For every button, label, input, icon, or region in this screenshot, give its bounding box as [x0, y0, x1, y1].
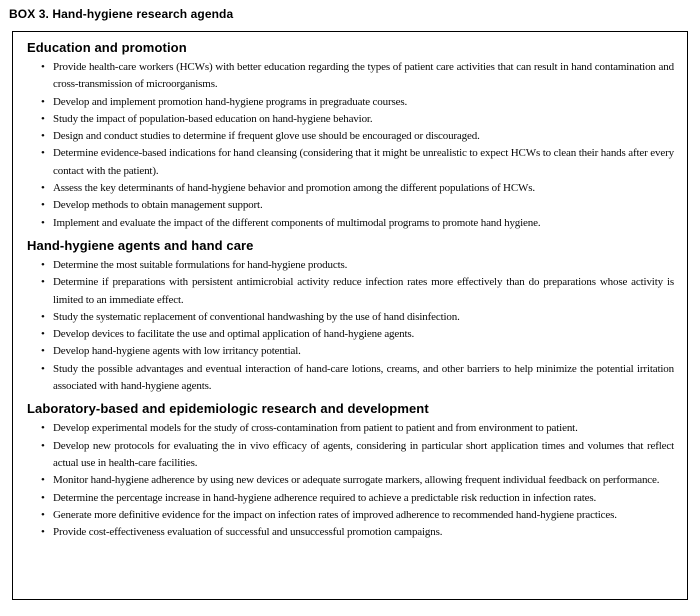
bullet-item: [27, 524, 674, 541]
bullet-icon: •: [41, 130, 45, 143]
bullet-text: Determine evidence-based indications for hand cleansing (considering that it might be unrealistic to expect HCWs to clean their hands after every contact with the patient).: [53, 147, 674, 177]
bullet-item: [27, 309, 674, 326]
bullet-text: Develop experimental models for the study of cross-contamination from patient to patient and from environment to patient.: [53, 422, 578, 435]
bullet-text: Provide health-care workers (HCWs) with better education regarding the types of patient care activities that can result in hand contamination and cross-transmission of microorganisms.: [53, 61, 674, 91]
bullet-item: [27, 59, 674, 94]
section-heading: Laboratory-based and epidemiologic research and development: [27, 401, 429, 417]
bullet-text: Study the systematic replacement of conventional handwashing by the use of hand disinfection.: [53, 310, 460, 323]
bullet-icon: •: [41, 362, 45, 375]
bullet-list: [27, 257, 674, 395]
bullet-text: Determine the percentage increase in hand-hygiene adherence required to achieve a predictable risk reduction in infection rates.: [53, 491, 597, 504]
bullet-list: [27, 59, 674, 232]
bullet-icon: •: [41, 474, 45, 487]
bullet-icon: •: [41, 61, 45, 73]
bullet-text: Determine if preparations with persistent antimicrobial activity reduce infection rates more effectively than do preparations whose activity is limited to an immediate effect.: [53, 276, 674, 306]
bullet-icon: •: [41, 199, 45, 212]
bullet-icon: •: [41, 112, 45, 125]
bullet-item: [27, 472, 674, 489]
bullet-item: [27, 326, 674, 343]
bullet-item: [27, 94, 674, 111]
bullet-item: [27, 438, 674, 473]
box-title: BOX 3. Hand-hygiene research agenda: [9, 7, 234, 21]
bullet-item: [27, 128, 674, 145]
section-heading: Education and promotion: [27, 40, 187, 55]
bullet-text: Assess the key determinants of hand-hygiene behavior and promotion among the different populations of HCWs.: [53, 182, 535, 195]
bullet-icon: •: [41, 508, 45, 521]
bullet-icon: •: [41, 491, 45, 504]
bullet-icon: •: [41, 328, 45, 341]
bullet-icon: •: [41, 422, 45, 435]
bullet-text: Develop hand-hygiene agents with low irritancy potential.: [53, 345, 301, 358]
bullet-icon: •: [41, 276, 45, 289]
bullet-text: Develop and implement promotion hand-hygiene programs in pregraduate courses.: [53, 95, 408, 108]
bullet-icon: •: [41, 147, 45, 160]
agenda-section: [27, 39, 674, 232]
bullet-text: Develop new protocols for evaluating the in vivo efficacy of agents, considering in particular short application times and volumes that reflect actual use in health-care facilities.: [53, 439, 674, 469]
bullet-item: [27, 490, 674, 507]
bullet-item: [27, 420, 674, 437]
bullet-list: [27, 420, 674, 541]
bullet-item: [27, 343, 674, 360]
bullet-text: Develop devices to facilitate the use and optimal application of hand-hygiene agents.: [53, 328, 415, 341]
agenda-section: [27, 237, 674, 395]
bullet-icon: •: [41, 182, 45, 195]
bullet-item: [27, 215, 674, 232]
bullet-icon: •: [41, 95, 45, 108]
bullet-icon: •: [41, 526, 45, 539]
bullet-text: Develop methods to obtain management support.: [53, 199, 263, 212]
bullet-item: [27, 274, 674, 309]
section-heading: Hand-hygiene agents and hand care: [27, 237, 254, 253]
bullet-text: Generate more definitive evidence for the impact on infection rates of improved adherence to recommended hand-hygiene practices.: [53, 508, 617, 521]
agenda-section: [27, 400, 674, 541]
bullet-text: Design and conduct studies to determine if frequent glove use should be encouraged or discouraged.: [53, 130, 480, 143]
bullet-icon: •: [41, 345, 45, 358]
bullet-item: [27, 197, 674, 214]
bullet-icon: •: [41, 216, 45, 229]
bullet-item: [27, 361, 674, 396]
bullet-item: [27, 111, 674, 128]
bullet-item: [27, 180, 674, 197]
bullet-icon: •: [41, 439, 45, 452]
bullet-item: [27, 257, 674, 274]
bullet-text: Provide cost-effectiveness evaluation of successful and unsuccessful promotion campaigns.: [53, 526, 443, 539]
research-agenda-box: [12, 31, 688, 600]
bullet-text: Study the possible advantages and eventual interaction of hand-care lotions, creams, and other barriers to help minimize the potential irritation associated with hand-hygiene agents.: [53, 362, 674, 393]
bullet-text: Study the impact of population-based education on hand-hygiene behavior.: [53, 112, 373, 125]
bullet-icon: •: [41, 310, 45, 323]
bullet-item: [27, 507, 674, 524]
bullet-item: [27, 145, 674, 180]
bullet-text: Monitor hand-hygiene adherence by using new devices or adequate surrogate markers, allowing frequent individual feedback on performance.: [53, 474, 660, 487]
bullet-text: Implement and evaluate the impact of the different components of multimodal programs to promote hand hygiene.: [53, 216, 541, 229]
bullet-text: Determine the most suitable formulations for hand-hygiene products.: [53, 258, 348, 271]
bullet-icon: •: [41, 258, 45, 271]
